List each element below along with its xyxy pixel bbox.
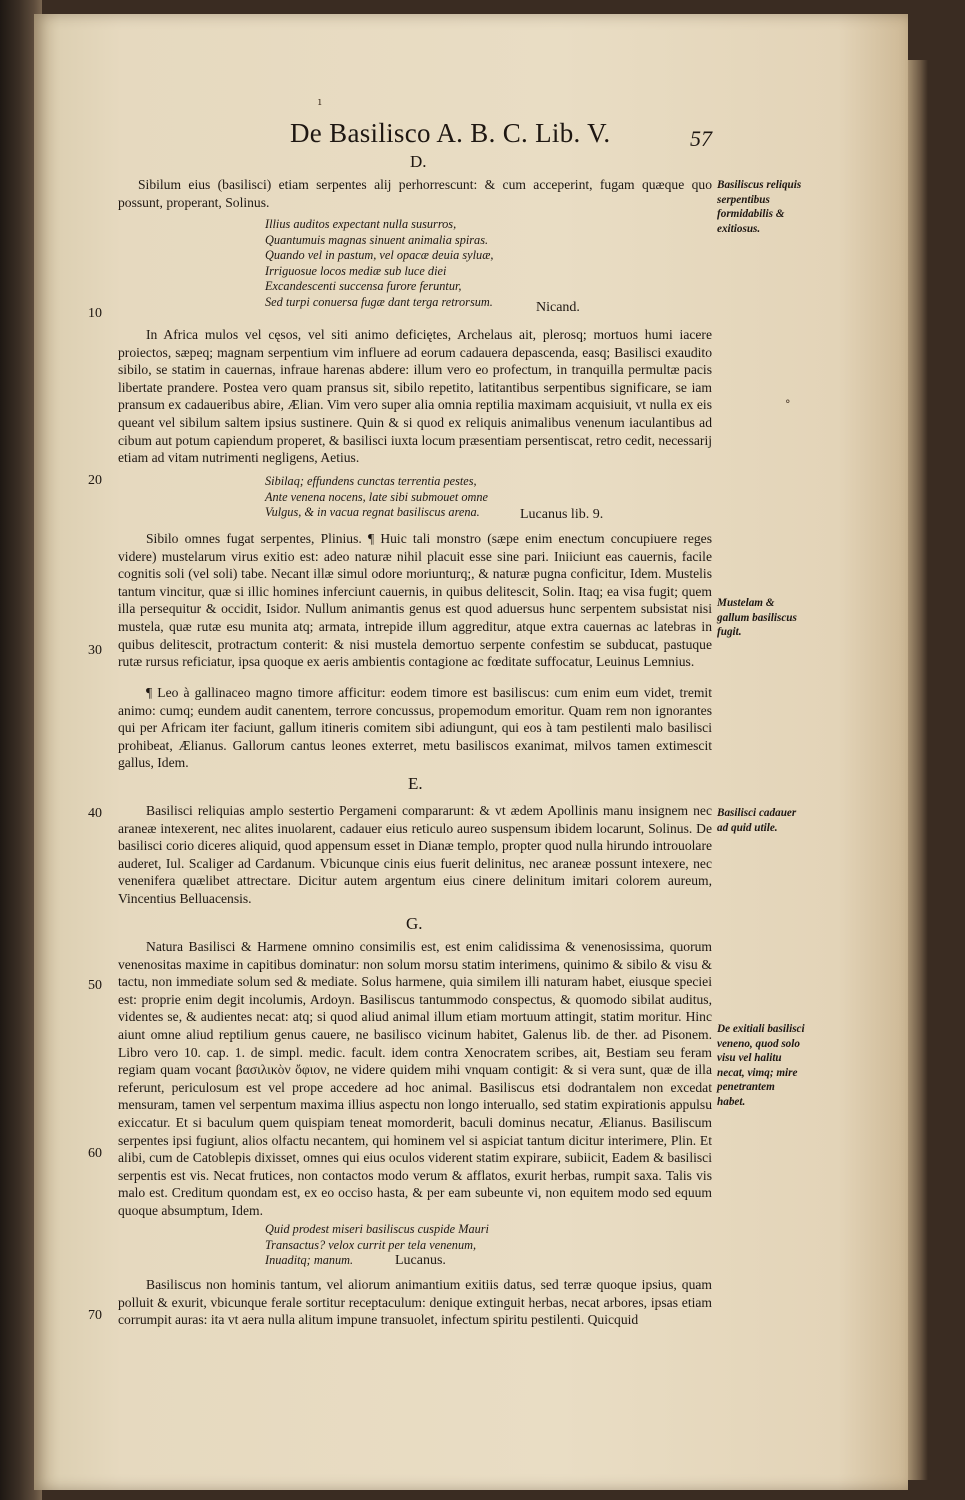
verse-line: Sibilaq; effundens cunctas terrentia pestes,: [265, 474, 477, 488]
paragraph-4: ¶ Leo à gallinaceo magno timore afficitur: eodem timore est basiliscus: cum enim eum videt, tremit animo: cumq; eundem audit canentem, terrore concussus, propemodum emoritur. Quam rem non ignorantes qui per Africam iter faciunt, gallum itineris comitem sibi adiungunt, qui eos à tam pestilenti malo basilisci prohibeat, Ælianus. Gallorum cantus leones exterret, metu basiliscos exanimat, milvos tamen extimescit gallus, Idem.: [118, 685, 712, 771]
verse-line: Irriguosue locos mediæ sub luce diei: [265, 263, 447, 278]
marginal-note-2: Mustelam & gallum basiliscus fugit.: [717, 597, 797, 638]
line-number: 50: [88, 978, 102, 993]
verse-line: Quantumuis magnas sinuent animalia spiras.: [265, 232, 489, 247]
section-letter-g: G.: [406, 914, 423, 933]
folio-number: 57: [690, 126, 712, 151]
line-number: 60: [88, 1146, 102, 1161]
citation-lucan-2: Lucanus.: [395, 1253, 446, 1268]
verse-1: [265, 217, 493, 310]
paragraph-7: Basiliscus non hominis tantum, vel aliorum animantium exitiis datus, sed terræ quoque ipsius, quam polluit & exurit, vbicunque ferale sortitur receptaculum: denique extinguit herbas, necat arbores, ipsas etiam corrumpit auras: ita vt aera nulla alitum impune transuolet, infectum spiritu pestilenti. Quicquid: [118, 1277, 712, 1328]
verse-line: Vulgus, & in vacua regnat basiliscus arena.: [265, 505, 480, 519]
verse-line: Inuaditq; manum.: [265, 1253, 354, 1267]
citation-lucan: Lucanus lib. 9.: [520, 507, 604, 522]
verse-line: Sed turpi conuersa fugæ dant terga retrorsum.: [265, 294, 493, 309]
paragraph-1: Sibilum eius (basilisci) etiam serpentes alij perhorrescunt: & cum acceperint, fugam quæque quo possunt, properant, Solinus.: [118, 177, 712, 210]
verse-line: Excandescenti succensa furore feruntur,: [265, 279, 462, 293]
running-title: De Basilisco A. B. C. Lib. V.: [290, 118, 611, 148]
paragraph-2: In Africa mulos vel cęsos, vel siti animo deficiętes, Archelaus ait, plerosq; mortuos humi iacere proiectos, sæpeq; magnam serpentium vim influere ad eorum cadauera depascenda, easq; Basilisci exaudito sibilo, se statim in cauernas, infraue harenas abdere: illum vero eo profectum, in tranquilla permultæ pacis libertate prandere. Postea vero quam pransus sit, sibilo repetito, latitantibus serpentibus significare, se iam pransum ex cadaueribus abire, Ælian. Vim vero super alia omnia reptilia maximam acquisiuit, vt nulla ex eis queant vel sibilum saltem ipsius sustinere. Quin & si quod ex reliquis animalibus venenum iaculantibus ad cibum aut potum capiendum properet, & basilisci iuxta locum præsentiam persentiscat, retro cedit, necessarij etiam ad vitam nutrimenti negligens, Aetius.: [118, 327, 712, 466]
verse-2: [265, 474, 488, 521]
verse-line: Quid prodest miseri basiliscus cuspide Mauri: [265, 1222, 489, 1236]
marginal-note-4: De exitiali basilisci veneno, quod solo visu vel halitu necat, vimq; mire penetrantem habet.: [717, 1023, 805, 1108]
paragraph-6: Natura Basilisci & Harmene omnino consimilis est, est enim calidissima & venenosissima, quorum venenositas maxime in capitibus dominatur: non solum morsu statim interimens, quinimo & sibilo & visu & tactu, non immediate solum sed & mediate. Solus harmene, quia similem illi naturam habet, eiusque speciei est: proprie enim degit incolumis, Ardoyn. Basiliscus tantummodo conspectus, & quomodo sibilat auditus, videntes se, & audientes necat: atq; si quod aliud animal illum etiam mortuum attingit, statim moritur. Hinc aiunt omne aliud reptilium genus cauere, ne basilisco vicinum habitet, Galenus lib. de ther. ad Pisonem. Libro vero 10. cap. 1. de simpl. medic. facult. idem contra Xenocratem scribes, ait, Bestiam seu feram regiam quam vocant βασιλικὸν ὄφιον, ne videre quidem mihi vnquam contigit: & si vera sunt, quæ de illa referunt, periculosum est vel prope accedere ad hoc animal. Basiliscus etsi dodrantalem non excedat mensuram, tamen vel serpentum maxima illius aspectu non longo interuallo, sed statim expirationis appulsu exiccatur. Et si baculum quem quispiam teneat momorderit, baculi dominus necatur, Ælianus. Basiliscum serpentes ipsi fugiunt, alios olfactu necantem, qui hominem vel si aspiciat tantum dicitur interimere, Plin. Et alibi, cum de Catoblepis dixisset, omnes qui eius oculos viderent statim expirare, subiicit, Eadem & basilisci serpentis est vis. Necat frutices, non contactos modo verum & afflatos, exurit herbas, rumpit saxa. Talis vis malo est. Creditum quondam est, ex eo occiso hasta, & per eam subeunte vi, non equitem modo sed equum quoque absumptum, Idem.: [118, 939, 712, 1218]
paragraph-5: Basilisci reliquias amplo sestertio Pergameni compararunt: & vt ædem Apollinis manu insignem nec araneæ intexerent, nec alites inuolarent, cadauer eius reticulo aureo suspensum ibidem locarunt, Solinus. De basilisci corio diceres aliquid, quod appensum esset in Dianæ templo, propter quod nulla hirundo introuolare auderet, Iul. Scaliger ad Cardanum. Vbicunque cinis eius fuerit delinitus, nec araneæ possunt intexere, nec venenifera quælibet attrectare. Dicitur autem argentum eius cinere delinitum imitari colorem aureum, Vincentius Belluacensis.: [118, 803, 712, 906]
page-edge: [908, 60, 928, 1480]
section-letter-e: E.: [408, 774, 423, 793]
marginal-note-3: Basilisci cadauer ad quid utile.: [717, 807, 797, 834]
line-number: 40: [88, 806, 102, 821]
ink-speck: ı: [318, 95, 322, 108]
line-number: 10: [88, 306, 102, 321]
line-number: 30: [88, 643, 102, 658]
verse-line: Transactus? velox currit per tela venenum,: [265, 1237, 477, 1252]
line-number: 70: [88, 1308, 102, 1323]
verse-line: Ante venena nocens, late sibi submouet omne: [265, 489, 488, 504]
marginal-note-1: Basiliscus reliquis serpentibus formidabilis & exitiosus.: [717, 179, 802, 235]
ink-speck: °: [785, 398, 791, 411]
paragraph-3: Sibilo omnes fugat serpentes, Plinius. ¶ Huic tali monstro (sæpe enim enectum concupiuere reges videre) mustelarum virus exitio est: adeo naturæ nihil placuit esse sine pari. Iniiciunt eas cauernis, facile cognitis soli (vel soli) tabe. Necant illæ simul odore moriunturq;, & naturæ pugna conficitur, Idem. Mustelis tantum vincitur, quæ si illic homines inferciunt cauernis, in quibus delitescit, Solin. Itaq; ea visa fugit; quem illa persequitur & occidit, Isidor. Nullum animantis genus est quod aduersus hunc serpentem subsistat nisi mustela, quæ rutæ esu munita atq; armata, intrepide illum aggreditur, atque extra cauernas ac latebras in quibus delitescit, protractum conterit: & nisi mustela demortuo serpente confestim se subducat, pastuque rutæ rursus reficiatur, ipsa quoque ex aeris ambientis contagione ac fœditate suffocatur, Leuinus Lemnius.: [118, 531, 712, 670]
verse-3: [265, 1222, 489, 1269]
verse-line: Illius auditos expectant nulla susurros,: [265, 217, 457, 231]
citation-nicander: Nicand.: [536, 300, 580, 315]
line-number: 20: [88, 473, 102, 488]
verse-line: Quando vel in pastum, vel opacæ deuia syluæ,: [265, 248, 494, 262]
section-letter-d: D.: [410, 152, 427, 171]
